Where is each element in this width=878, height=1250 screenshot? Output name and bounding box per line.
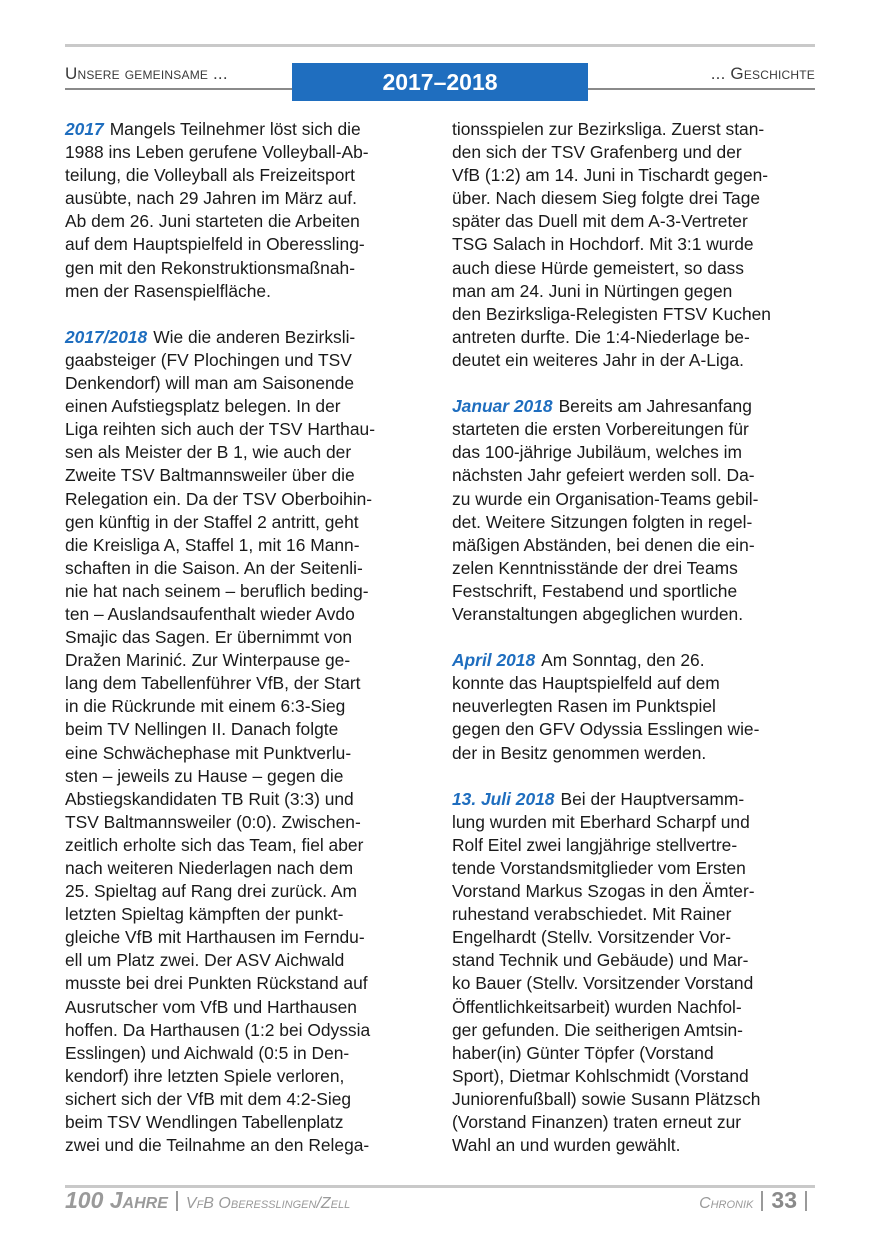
text-line xyxy=(452,718,814,741)
text-line xyxy=(65,649,425,672)
line-text: (Vorstand Finanzen) traten erneut zur xyxy=(452,1112,742,1133)
line-text: Esslingen) und Aichwald (0:5 in Den- xyxy=(65,1042,350,1063)
header-right-title: ... Geschichte xyxy=(710,64,815,83)
text-line xyxy=(65,1065,425,1088)
text-line xyxy=(452,695,814,718)
line-text: Ab dem 26. Juni starteten die Arbeiten xyxy=(65,211,360,232)
line-text: teilung, die Volleyball als Freizeitsport xyxy=(65,165,355,186)
paragraph xyxy=(452,395,814,626)
text-line xyxy=(65,372,425,395)
line-text: musste bei drei Punkten Rückstand auf xyxy=(65,973,368,994)
text-line xyxy=(452,1134,814,1157)
text-line xyxy=(452,257,814,280)
line-text: starteten die ersten Vorbereitungen für xyxy=(452,419,749,440)
line-text: det. Weitere Sitzungen folgten in regel- xyxy=(452,511,753,532)
line-text: TSG Salach in Hochdorf. Mit 3:1 wurde xyxy=(452,234,754,255)
line-text: ko Bauer (Stellv. Vorsitzender Vorstand xyxy=(452,973,754,994)
line-text: Ausrutscher vom VfB und Harthausen xyxy=(65,996,357,1017)
line-text: der in Besitz genommen werden. xyxy=(452,742,707,763)
paragraph xyxy=(65,118,425,303)
line-text: Am Sonntag, den 26. xyxy=(541,650,705,671)
line-text: Dražen Marinić. Zur Winterpause ge- xyxy=(65,650,351,671)
text-line xyxy=(452,857,814,880)
line-text: auch diese Hürde gemeistert, so dass xyxy=(452,257,744,278)
paragraph xyxy=(452,118,814,372)
text-line xyxy=(65,118,425,141)
line-text: gegen den GFV Odyssia Esslingen wie- xyxy=(452,719,760,740)
text-line xyxy=(65,926,425,949)
text-line xyxy=(65,210,425,233)
text-line xyxy=(452,672,814,695)
line-text: men der Rasenspielfläche. xyxy=(65,280,271,301)
line-text: beim TV Nellingen II. Danach folgte xyxy=(65,719,339,740)
text-line xyxy=(452,395,814,418)
text-line xyxy=(65,488,425,511)
line-text: gleiche VfB mit Harthausen im Ferndu- xyxy=(65,927,365,948)
line-text: nie hat nach seinem – beruflich beding- xyxy=(65,580,369,601)
line-text: einen Aufstiegsplatz belegen. In der xyxy=(65,396,341,417)
line-text: Zweite TSV Baltmannsweiler über die xyxy=(65,465,355,486)
text-line xyxy=(452,141,814,164)
line-text: tionsspielen zur Bezirksliga. Zuerst stan- xyxy=(452,119,765,139)
line-text: eine Schwächephase mit Punktverlu- xyxy=(65,742,352,763)
text-line xyxy=(452,1111,814,1134)
line-text: Liga reihten sich auch der TSV Harthau- xyxy=(65,419,375,440)
line-text: stand Technik und Gebäude) und Mar- xyxy=(452,950,749,971)
line-text: später das Duell mit dem A-3-Vertreter xyxy=(452,211,748,232)
line-text: Wie die anderen Bezirksli- xyxy=(153,326,356,347)
line-text: letzten Spieltag kämpften der punkt- xyxy=(65,904,344,925)
text-line xyxy=(452,903,814,926)
text-line xyxy=(452,464,814,487)
text-line xyxy=(65,742,425,765)
footer-separator xyxy=(176,1191,178,1211)
text-line xyxy=(65,534,425,557)
text-line xyxy=(452,1019,814,1042)
line-text: VfB (1:2) am 14. Juni in Tischardt gegen- xyxy=(452,165,769,186)
line-text: Veranstaltungen abgeglichen wurden. xyxy=(452,603,744,624)
line-text: nächsten Jahr gefeiert werden soll. Da- xyxy=(452,465,755,486)
line-text: schaften in die Saison. An der Seitenli- xyxy=(65,557,363,578)
paragraph-gap xyxy=(65,303,425,326)
line-text: Sport), Dietmar Kohlschmidt (Vorstand xyxy=(452,1065,749,1086)
line-text: ell um Platz zwei. Der ASV Aichwald xyxy=(65,950,345,971)
line-text: Bei der Hauptversamm- xyxy=(560,788,745,809)
top-rule xyxy=(65,44,815,47)
line-text: das 100-jährige Jubiläum, welches im xyxy=(452,442,742,463)
text-line xyxy=(65,141,425,164)
text-line xyxy=(65,765,425,788)
paragraph xyxy=(65,326,425,1157)
text-line xyxy=(452,972,814,995)
text-line xyxy=(452,233,814,256)
line-text: ausübte, nach 29 Jahren im März auf. xyxy=(65,188,357,209)
text-line xyxy=(452,742,814,765)
text-line xyxy=(65,834,425,857)
line-text: beim TSV Wendlingen Tabellenplatz xyxy=(65,1112,344,1133)
text-line xyxy=(452,349,814,372)
line-text: zeitlich erholte sich das Team, fiel aber xyxy=(65,834,364,855)
text-line xyxy=(452,649,814,672)
text-line xyxy=(65,1111,425,1134)
text-line xyxy=(65,603,425,626)
text-line xyxy=(65,1134,425,1157)
paragraph-gap xyxy=(452,372,814,395)
line-text: Rolf Eitel zwei langjährige stellvertre- xyxy=(452,834,738,855)
line-text: gen künftig in der Staffel 2 antritt, geht xyxy=(65,511,359,532)
text-line xyxy=(65,257,425,280)
text-line xyxy=(65,857,425,880)
line-text: Engelhardt (Stellv. Vorsitzender Vor- xyxy=(452,927,732,948)
text-line xyxy=(65,718,425,741)
text-line xyxy=(65,164,425,187)
text-line xyxy=(452,326,814,349)
text-line xyxy=(452,1088,814,1111)
line-text: gaabsteiger (FV Plochingen und TSV xyxy=(65,349,352,370)
footer-subtitle: VfB Oberesslingen/Zell xyxy=(185,1195,351,1212)
line-text: mäßigen Abständen, bei denen die ein- xyxy=(452,534,755,555)
footer-separator xyxy=(761,1191,763,1211)
text-line xyxy=(65,280,425,303)
paragraph xyxy=(452,649,814,764)
line-text: zu wurde ein Organisation-Teams gebil- xyxy=(452,488,759,509)
line-text: zwei und die Teilnahme an den Relega- xyxy=(65,1135,370,1156)
footer-section-label: Chronik xyxy=(699,1195,754,1212)
text-line xyxy=(65,903,425,926)
text-line xyxy=(65,695,425,718)
text-line xyxy=(452,187,814,210)
text-line xyxy=(452,118,814,141)
text-line xyxy=(65,395,425,418)
line-text: gen mit den Rekonstruktionsmaßnah- xyxy=(65,257,355,278)
text-line xyxy=(452,949,814,972)
date-keyword: Januar 2018 xyxy=(452,396,553,417)
text-line xyxy=(65,949,425,972)
text-line xyxy=(65,880,425,903)
text-line xyxy=(452,488,814,511)
text-line xyxy=(452,580,814,603)
line-text: konnte das Hauptspielfeld auf dem xyxy=(452,673,720,694)
text-line xyxy=(452,880,814,903)
footer-title: 100 Jahre xyxy=(65,1187,168,1213)
text-line xyxy=(65,580,425,603)
line-text: nach weiteren Niederlagen nach dem xyxy=(65,858,354,878)
text-line xyxy=(452,996,814,1019)
date-keyword: 13. Juli 2018 xyxy=(452,788,555,809)
line-text: hoffen. Da Harthausen (1:2 bei Odyssia xyxy=(65,1019,371,1040)
line-text: zelen Kenntnisstände der drei Teams xyxy=(452,557,738,578)
text-line xyxy=(452,788,814,811)
line-text: man am 24. Juni in Nürtingen gegen xyxy=(452,280,733,301)
footer-left xyxy=(65,1187,350,1213)
text-line xyxy=(452,418,814,441)
footer-separator xyxy=(805,1191,807,1211)
text-line xyxy=(65,464,425,487)
text-line xyxy=(65,811,425,834)
text-line xyxy=(452,1065,814,1088)
line-text: TSV Baltmannsweiler (0:0). Zwischen- xyxy=(65,811,361,832)
text-line xyxy=(452,834,814,857)
year-banner: 2017–2018 xyxy=(292,63,588,101)
line-text: ten – Auslandsaufenthalt wieder Avdo xyxy=(65,603,355,624)
line-text: Smajic das Sagen. Er übernimmt von xyxy=(65,627,353,648)
line-text: tende Vorstandsmitglieder vom Ersten xyxy=(452,858,746,878)
line-text: Denkendorf) will man am Saisonende xyxy=(65,373,355,394)
line-text: lang dem Tabellenführer VfB, der Start xyxy=(65,673,361,694)
text-line xyxy=(65,418,425,441)
text-line xyxy=(452,511,814,534)
line-text: den sich der TSV Grafenberg und der xyxy=(452,142,742,163)
paragraph-gap xyxy=(452,765,814,788)
line-text: Vorstand Markus Szogas in den Ämter- xyxy=(452,881,755,902)
line-text: Festschrift, Festabend und sportliche xyxy=(452,580,738,601)
text-line xyxy=(452,210,814,233)
line-text: Relegation ein. Da der TSV Oberboihin- xyxy=(65,488,373,509)
line-text: deutet ein weiteres Jahr in der A-Liga. xyxy=(452,349,744,370)
line-text: sichert sich der VfB mit dem 4:2-Sieg xyxy=(65,1088,352,1109)
line-text: 25. Spieltag auf Rang drei zurück. Am xyxy=(65,881,357,902)
line-text: über. Nach diesem Sieg folgte drei Tage xyxy=(452,188,761,209)
line-text: auf dem Hauptspielfeld in Oberessling- xyxy=(65,234,365,255)
text-line xyxy=(452,303,814,326)
text-line xyxy=(65,1042,425,1065)
right-column xyxy=(452,118,814,1157)
line-text: kendorf) ihre letzten Spiele verloren, xyxy=(65,1065,345,1086)
text-line xyxy=(452,1042,814,1065)
header-left-title: Unsere gemeinsame ... xyxy=(65,64,228,83)
text-line xyxy=(65,187,425,210)
line-text: Öffentlichkeitsarbeit) wurden Nachfol- xyxy=(452,996,742,1017)
text-line xyxy=(65,972,425,995)
text-line xyxy=(452,441,814,464)
text-line xyxy=(452,811,814,834)
line-text: 1988 ins Leben gerufene Volleyball-Ab- xyxy=(65,142,369,163)
line-text: antreten durfte. Die 1:4-Niederlage be- xyxy=(452,326,750,347)
text-line xyxy=(452,926,814,949)
text-line xyxy=(452,164,814,187)
text-line xyxy=(65,1019,425,1042)
text-line xyxy=(65,349,425,372)
line-text: haber(in) Günter Töpfer (Vorstand xyxy=(452,1042,714,1063)
text-line xyxy=(452,534,814,557)
line-text: Juniorenfußball) sowie Susann Plätzsch xyxy=(452,1088,761,1109)
text-line xyxy=(65,233,425,256)
page-number: 33 xyxy=(771,1187,797,1213)
line-text: ruhestand verabschiedet. Mit Rainer xyxy=(452,904,732,925)
date-keyword: April 2018 xyxy=(452,650,536,671)
text-line xyxy=(452,557,814,580)
text-line xyxy=(452,603,814,626)
text-line xyxy=(65,996,425,1019)
text-line xyxy=(65,1088,425,1111)
line-text: Abstiegskandidaten TB Ruit (3:3) und xyxy=(65,788,354,809)
line-text: Bereits am Jahresanfang xyxy=(558,396,752,417)
paragraph-gap xyxy=(452,626,814,649)
paragraph xyxy=(452,788,814,1158)
line-text: die Kreisliga A, Staffel 1, mit 16 Mann- xyxy=(65,534,360,555)
line-text: in die Rückrunde mit einem 6:3-Sieg xyxy=(65,696,346,717)
line-text: sen als Meister der B 1, wie auch der xyxy=(65,442,352,463)
text-line xyxy=(65,626,425,649)
text-line xyxy=(65,557,425,580)
date-keyword: 2017 xyxy=(65,119,104,139)
text-line xyxy=(65,672,425,695)
left-column xyxy=(65,118,425,1157)
line-text: Wahl an und wurden gewählt. xyxy=(452,1135,681,1156)
line-text: lung wurden mit Eberhard Scharpf und xyxy=(452,811,750,832)
text-line xyxy=(452,280,814,303)
date-keyword: 2017/2018 xyxy=(65,326,148,347)
line-text: ger gefunden. Die seitherigen Amtsin- xyxy=(452,1019,743,1040)
line-text: sten – jeweils zu Hause – gegen die xyxy=(65,765,344,786)
line-text: neuverlegten Rasen im Punktspiel xyxy=(452,696,716,717)
text-line xyxy=(65,788,425,811)
text-line xyxy=(65,326,425,349)
text-line xyxy=(65,511,425,534)
line-text: den Bezirksliga-Relegisten FTSV Kuchen xyxy=(452,303,771,324)
footer-right xyxy=(699,1187,815,1213)
line-text: Mangels Teilnehmer löst sich die xyxy=(109,119,361,139)
text-line xyxy=(65,441,425,464)
